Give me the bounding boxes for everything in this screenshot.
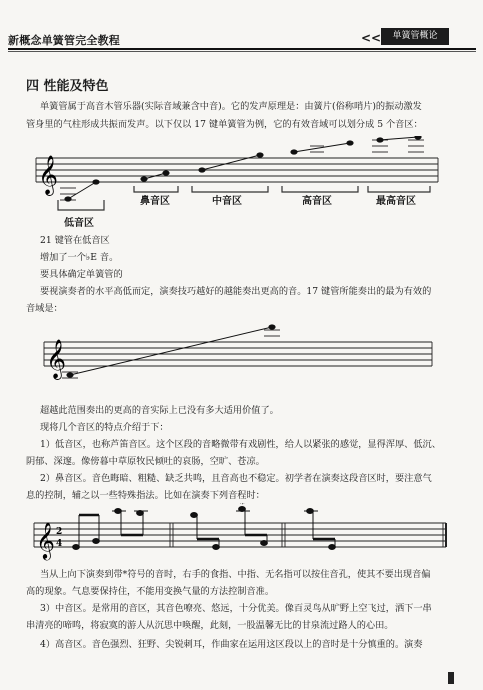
item1-line-1: 1）低音区，也称芦笛音区。这个区段的音略微带有戏剧性，给人以紧张的感觉，显得浑厚、低沉、 (40, 439, 441, 450)
header-rule (8, 48, 476, 50)
para3-line-2: 现将几个音区的特点介绍于下： (40, 422, 169, 433)
zone-label-top: 最高音区 (376, 196, 416, 207)
item2b-line-2: 高的现象。气息要保持住，不能用变换气量的方法控制音准。 (26, 586, 275, 597)
chapter-badge: 单簧管概论 (381, 28, 449, 45)
interval-staff-svg (30, 503, 450, 565)
treble-clef-icon-3: 𝄞 (36, 521, 55, 559)
intro-line-1: 单簧管属于高音木管乐器(实际音域兼含中音)。它的发声原理是：由簧片(俗称哨片)的振动激发 (40, 101, 422, 112)
interval-staff (30, 503, 450, 565)
zone-bracket-low (58, 200, 104, 210)
star-mark: * (240, 503, 245, 510)
full-range-staff (40, 320, 435, 400)
note-line-3: 要具体确定单簧管的 (40, 269, 123, 280)
treble-clef-icon-2: 𝄞 (46, 339, 67, 379)
para3-line-1: 超越此范围奏出的更高的音实际上已没有多大适用价值了。 (40, 405, 279, 416)
item1-line-2: 阴郁、深邃。像傍暮中草原牧民倾吐的哀肠，空旷、苍凉。 (26, 456, 265, 467)
page-edge-mark (448, 672, 454, 684)
treble-clef-icon: 𝄞 (38, 155, 59, 195)
zone-label-low: 低音区 (64, 218, 94, 229)
intro-line-2: 管身里的气柱形成共振而发声。以下仅以 17 键单簧管为例，它的有效音域可以划分成 5 个音区： (26, 119, 423, 130)
full-range-staff-svg (40, 320, 435, 400)
time-sig-top: 2 (56, 527, 63, 537)
header-arrows: << (361, 31, 382, 45)
item2-line-2: 息的控制，辅之以一些特殊指法。比如在演奏下列音程时： (26, 490, 265, 501)
note-top-end (414, 136, 421, 140)
item3-line-2: 串清亮的啼鸣，将寂寞的游人从沉思中唤醒，此刻，一股温馨无比的甘泉流过路人的心田。 (26, 620, 394, 631)
item4-line-1: 4）高音区。音色强烈、狂野、尖锐刺耳，作曲家在运用这区段以上的音时是十分慎重的。演奏 (40, 639, 423, 650)
note-line-2: 增加了一个♭E 音。 (40, 252, 119, 263)
time-sig-bottom: 4 (56, 539, 63, 549)
book-title: 新概念单簧管完全教程 (8, 34, 120, 47)
zone-label-nasal: 鼻音区 (140, 196, 170, 207)
header-rule-thin (8, 51, 476, 52)
para2-line-2: 音域是： (26, 303, 63, 314)
section-title: 四 性能及特色 (26, 79, 109, 94)
item2b-line-1: 当从上向下演奏到带*符号的音时，右手的食指、中指、无名指可以按住音孔，使其不要出现音偏 (40, 569, 431, 580)
zone-label-high: 高音区 (302, 196, 332, 207)
para2-line-1: 要视演奏者的水平高低而定，演奏技巧越好的越能奏出更高的音。17 键管所能奏出的最为有效的 (40, 286, 432, 297)
note-line-1: 21 键管在低音区 (40, 235, 110, 246)
range-staff (32, 136, 442, 236)
item2-line-1: 2）鼻音区。音色晦暗、粗糙、缺乏共鸣，且音高也不稳定。初学者在演奏这段音区时，要注意气 (40, 473, 432, 484)
zone-label-mid: 中音区 (212, 196, 242, 207)
item3-line-1: 3）中音区。是常用的音区，其音色嘹亮、悠远，十分优美。像百灵鸟从旷野上空飞过，洒下一串 (40, 603, 432, 614)
